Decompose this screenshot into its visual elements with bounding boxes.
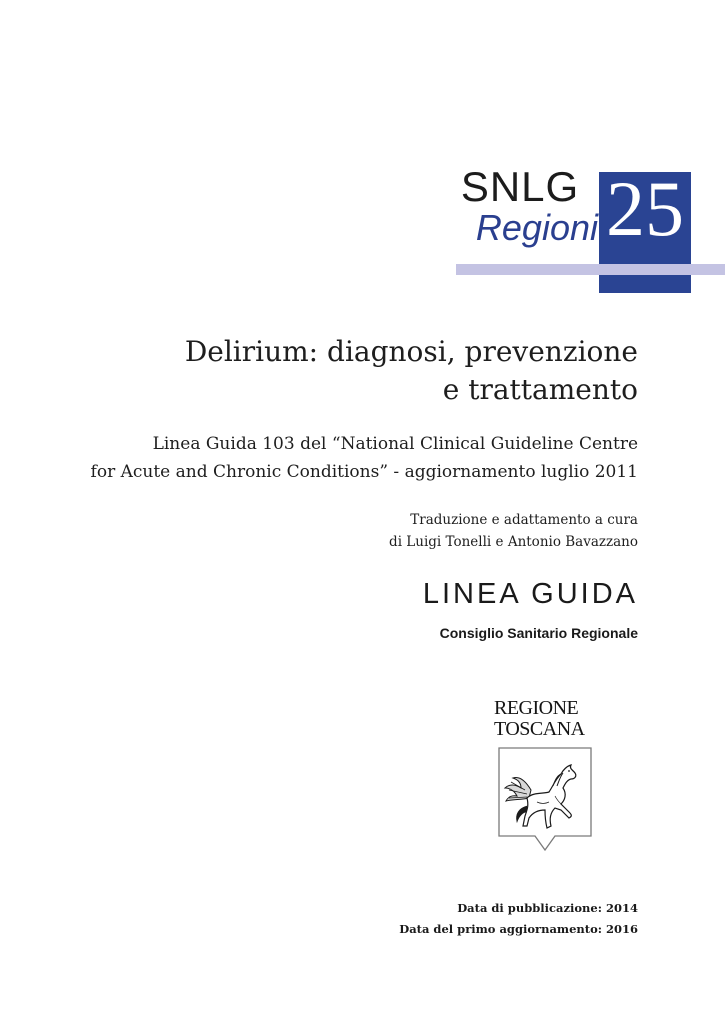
credits-line-1: Traduzione e adattamento a cura — [410, 512, 638, 528]
series-name: SNLG — [460, 163, 580, 210]
credits-line-2: di Luigi Tonelli e Antonio Bavazzano — [389, 534, 638, 550]
winged-horse-shield-icon — [497, 746, 593, 854]
document-title — [60, 333, 638, 409]
translation-credits — [200, 509, 638, 553]
region-logo-text — [494, 698, 604, 740]
publication-dates — [360, 898, 638, 940]
document-subtitle — [40, 430, 638, 486]
subtitle-line-2: for Acute and Chronic Conditions” - aggiornamento luglio 2011 — [90, 462, 638, 482]
title-line-1: Delirium: diagnosi, prevenzione — [184, 335, 638, 368]
subtitle-line-1: Linea Guida 103 del “National Clinical Guideline Centre — [152, 434, 638, 454]
publication-date: Data di pubblicazione: 2014 — [457, 901, 638, 915]
title-line-2: e trattamento — [442, 373, 638, 406]
logo-line-1: REGIONE — [494, 697, 579, 719]
decorative-band — [456, 264, 725, 275]
document-type: LINEA GUIDA — [422, 578, 638, 610]
series-subname: Regioni — [475, 207, 598, 248]
logo-line-2: TOSCANA — [494, 718, 585, 740]
council-name: Consiglio Sanitario Regionale — [439, 625, 638, 641]
first-update-date: Data del primo aggiornamento: 2016 — [399, 922, 638, 936]
series-number: 25 — [606, 165, 684, 252]
